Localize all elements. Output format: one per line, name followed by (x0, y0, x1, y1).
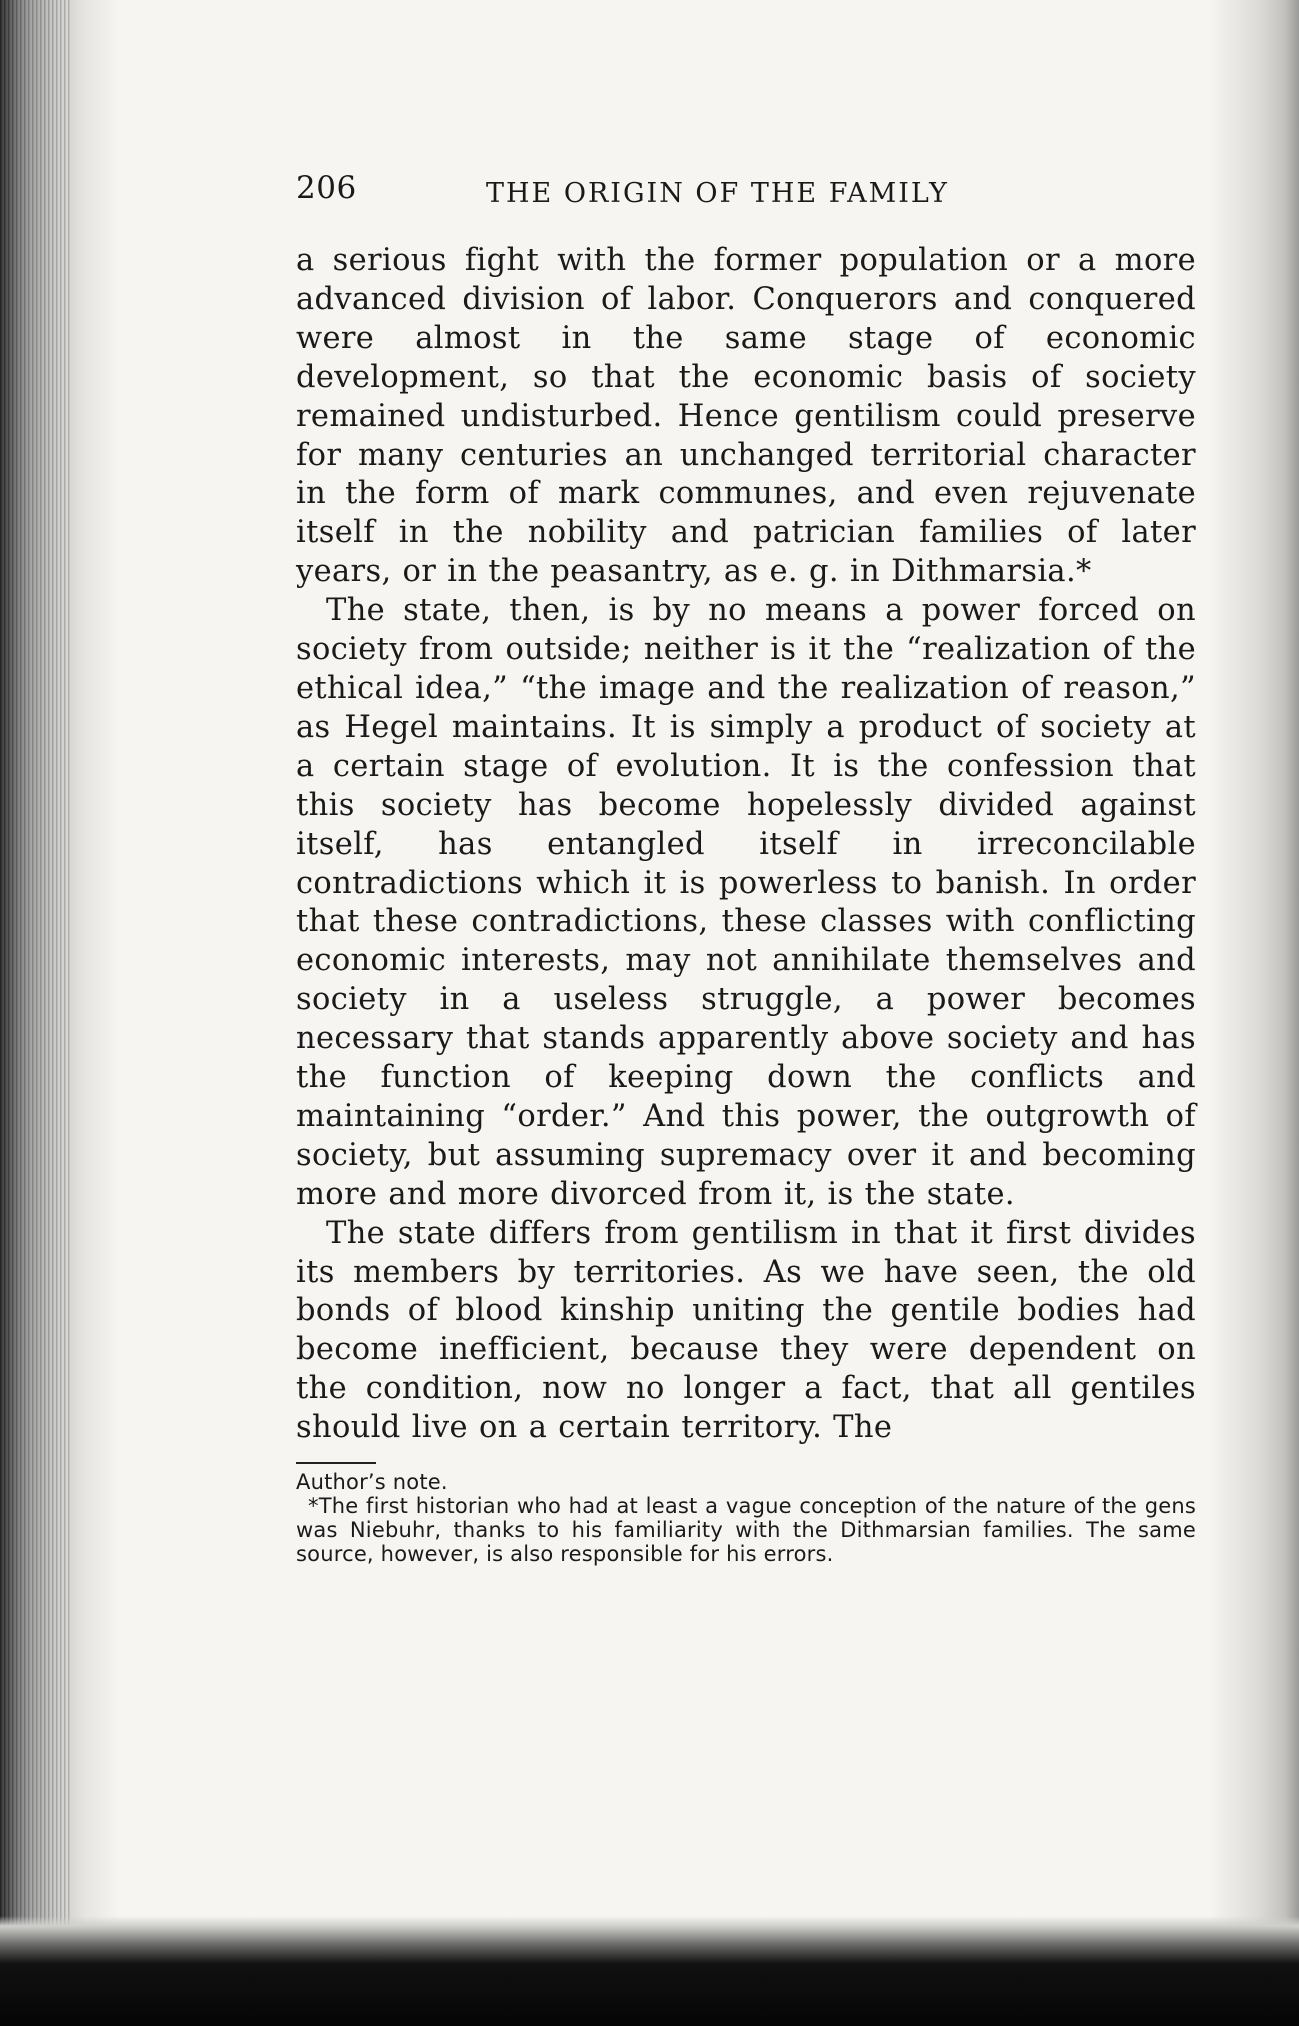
page-number: 206 (296, 170, 357, 206)
footnotes (296, 1470, 1196, 1566)
book-page (296, 170, 1196, 1566)
body-text (296, 242, 1196, 1448)
scan-bottom-band (0, 1916, 1299, 2026)
paragraph-state-territories: The state differs from gentilism in that it first divides its members by territories. As we have seen, the old bonds of blood kinship uniting the gentile bodies had become inefficient, because they were dependent on the condition, now no longer a fact, that all gentiles should live on a certain territory. The (296, 1215, 1196, 1446)
footnote-rule (296, 1462, 376, 1464)
paragraph-continued: a serious fight with the former population or a more advanced division of labor. Conquerors and conquered were almost in the same stage of economic development, so that the economic basis of society remained undisturbed. Hence gentilism could preserve for many centuries an unchanged territorial character in the form of mark communes, and even rejuvenate itself in the nobility and patrician families of later years, or in the peasantry, as e. g. in Dithmarsia.* (296, 243, 1196, 590)
footnote-text: *The first historian who had at least a vague conception of the nature of the gens was Niebuhr, thanks to his familiarity with the Dithmarsian families. The same source, however, is also responsible for his errors. (296, 1494, 1196, 1567)
page-edge-shadow (1209, 0, 1299, 2026)
paragraph-state-definition: The state, then, is by no means a power forced on society from outside; neither is it the “realization of the ethical idea,” “the image and the realization of reason,” as Hegel maintains. It is simply a product of society at a certain stage of evolution. It is the confession that this society has become hopelessly divided against itself, has entangled itself in irreconcilable contradictions which it is powerless to banish. In order that these contradictions, these classes with conflicting economic interests, may not annihilate themselves and society in a useless struggle, a power becomes necessary that stands apparently above society and has the function of keeping down the conflicts and maintaining “order.” And this power, the outgrowth of society, but assuming supremacy over it and becoming more and more divorced from it, is the state. (296, 593, 1196, 1212)
footnote-label: Author’s note. (296, 1470, 448, 1495)
binding-stripes (0, 0, 70, 2026)
running-head (296, 170, 1196, 226)
running-head-title: THE ORIGIN OF THE FAMILY (486, 178, 949, 209)
